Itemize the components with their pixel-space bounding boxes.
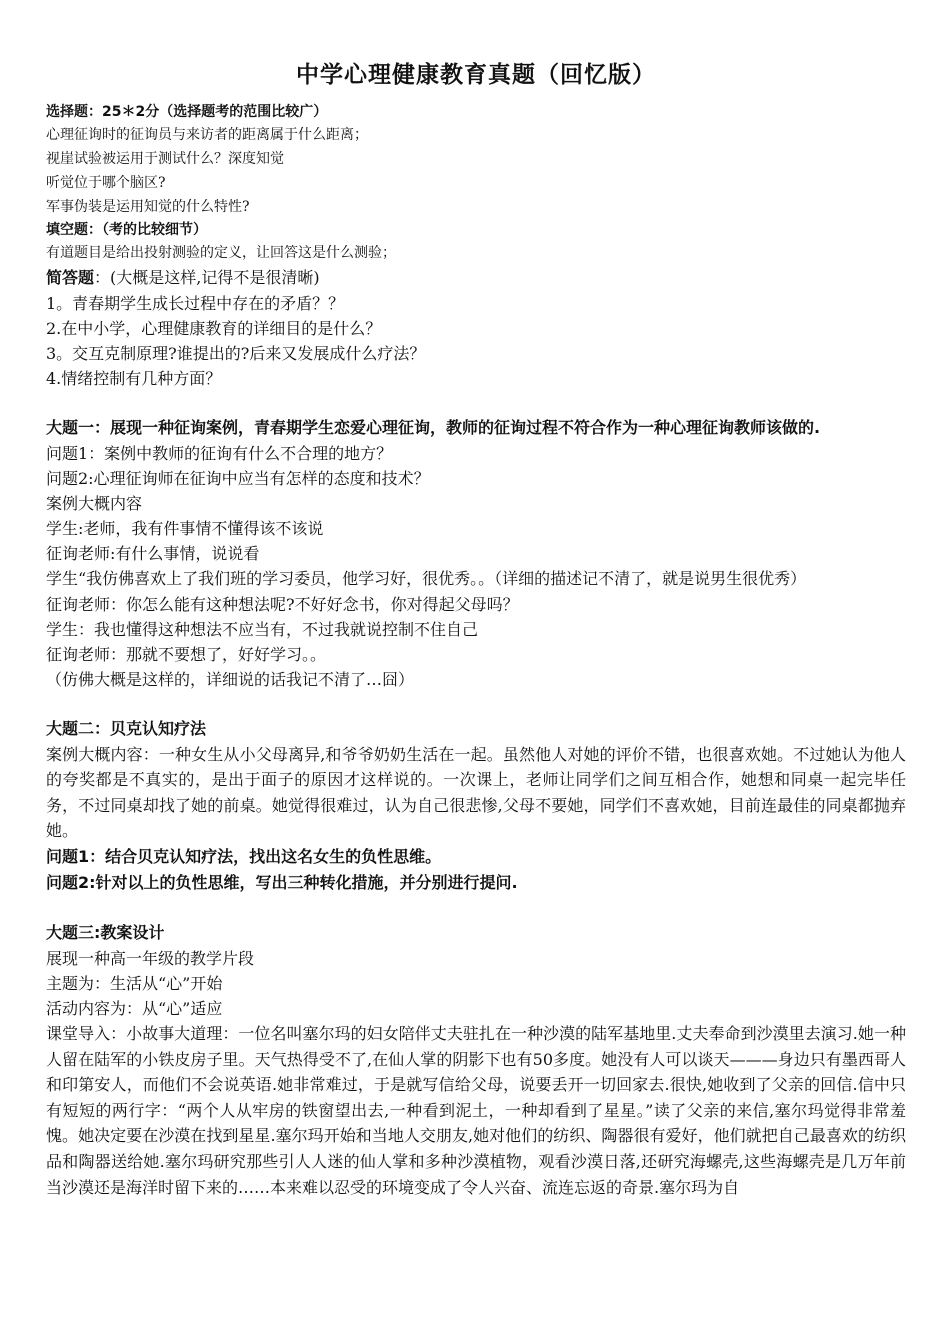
big1-line: 学生：我也懂得这种想法不应当有，不过我就说控制不住自己 xyxy=(46,619,479,639)
big2-question: 问题2:针对以上的负性思维，写出三种转化措施，并分别进行提问. xyxy=(46,872,518,892)
big2-heading: 大题二：贝克认知疗法 xyxy=(46,718,207,738)
big3-line: 主题为：生活从“心”开始 xyxy=(46,973,223,993)
short-heading: 简答题：(大概是这样,记得不是很清晰) xyxy=(46,268,320,287)
choice-item: 视崖试验被运用于测试什么？深度知觉 xyxy=(46,151,284,167)
big1-line: 征询老师:有什么事情，说说看 xyxy=(46,544,260,563)
choice-heading: 选择题：25＊2分（选择题考的范围比较广） xyxy=(46,104,328,120)
big1-line: 征询老师：那就不要想了，好好学习。。 xyxy=(46,644,327,664)
choice-item: 军事伪装是运用知觉的什么特性? xyxy=(46,199,250,215)
big3-line: 活动内容为：从“心”适应 xyxy=(46,998,223,1018)
big3-line: 展现一种高一年级的教学片段 xyxy=(46,948,255,968)
short-item: 1。青春期学生成长过程中存在的矛盾？？ xyxy=(46,294,345,313)
choice-item: 听觉位于哪个脑区? xyxy=(46,175,166,191)
choice-item: 心理征询时的征询员与来访者的距离属于什么距离； xyxy=(46,127,368,143)
big2-question: 问题1：结合贝克认知疗法，找出这名女生的负性思维。 xyxy=(46,846,442,866)
big1-heading: 大题一：展现一种征询案例，青春期学生恋爱心理征询，教师的征询过程不符合作为一种心理征询教师该做的. xyxy=(46,418,821,437)
big1-line: 学生:老师，我有件事情不懂得该不该说 xyxy=(46,519,324,538)
short-item: 4.情绪控制有几种方面？ xyxy=(46,369,222,388)
big1-line: （仿佛大概是这样的，详细说的话我记不清了…囧） xyxy=(46,669,415,689)
big1-line: 问题2:心理征询师在征询中应当有怎样的态度和技术？ xyxy=(46,469,430,488)
fill-item: 有道题目是给出投射测验的定义，让回答这是什么测验； xyxy=(46,245,396,261)
big3-story: 课堂导入：小故事大道理：一位名叫塞尔玛的妇女陪伴丈夫驻扎在一种沙漠的陆军基地里.丈夫奉命到沙漠里去演习.她一种人留在陆军的小铁皮房子里。天气热得受不了,在仙人掌的阴影下也有50多度。她没有人可以谈天———身边只有墨西哥人和印第安人，而他们不会说英语.她非常难过，于是就写信给父母，说要丢开一切回家去.很快,她收到了父亲的回信.信中只有短短的两行字：“两个人从牢房的铁窗望出去,一种看到泥土，一种却看到了星星。”读了父亲的来信,塞尔玛觉得非常羞愧。她决定要在沙漠在找到星星.塞尔玛开始和当地人交朋友,她对他们的纺织、陶器很有爱好，他们就把自己最喜欢的纺织品和陶器送给她.塞尔玛研究那些引人人迷的仙人掌和多种沙漠植物，观看沙漠日落,还研究海螺壳,这些海螺壳是几万年前当沙漠还是海洋时留下来的……本来难以忍受的环境变成了令人兴奋、流连忘返的奇景.塞尔玛为自 xyxy=(46,1023,906,1197)
fill-heading: 填空题：（考的比较细节） xyxy=(46,222,207,238)
big1-line: 征询老师：你怎么能有这种想法呢?不好好念书，你对得起父母吗？ xyxy=(46,594,519,614)
big1-line: 学生“我仿佛喜欢上了我们班的学习委员，他学习好，很优秀。。（详细的描述记不清了，就是说男生很优秀） xyxy=(46,569,807,588)
big1-line: 案例大概内容 xyxy=(46,494,143,513)
big1-line: 问题1：案例中教师的征询有什么不合理的地方？ xyxy=(46,444,393,463)
big2-case: 案例大概内容：一种女生从小父母离异,和爷爷奶奶生活在一起。虽然他人对她的评价不错，也很喜欢她。不过她认为他人的夸奖都是不真实的，是出于面子的原因才这样说的。一次课上，老师让同学们之间互相合作，她想和同桌一起完毕任务，不过同桌却找了她的前桌。她觉得很难过，认为自己很悲惨,父母不要她，同学们不喜欢她，目前连最佳的同桌都抛弃她。 xyxy=(46,744,906,841)
short-item: 3。交互克制原理?谁提出的?后来又发展成什么疗法？ xyxy=(46,344,426,363)
document-page xyxy=(46,56,906,1200)
page-title: 中学心理健康教育真题（回忆版） xyxy=(296,62,656,88)
short-item: 2.在中小学，心理健康教育的详细目的是什么？ xyxy=(46,319,382,338)
big3-heading: 大题三:教案设计 xyxy=(46,922,165,942)
short-heading-note: ：(大概是这样,记得不是很清晰) xyxy=(94,268,320,287)
